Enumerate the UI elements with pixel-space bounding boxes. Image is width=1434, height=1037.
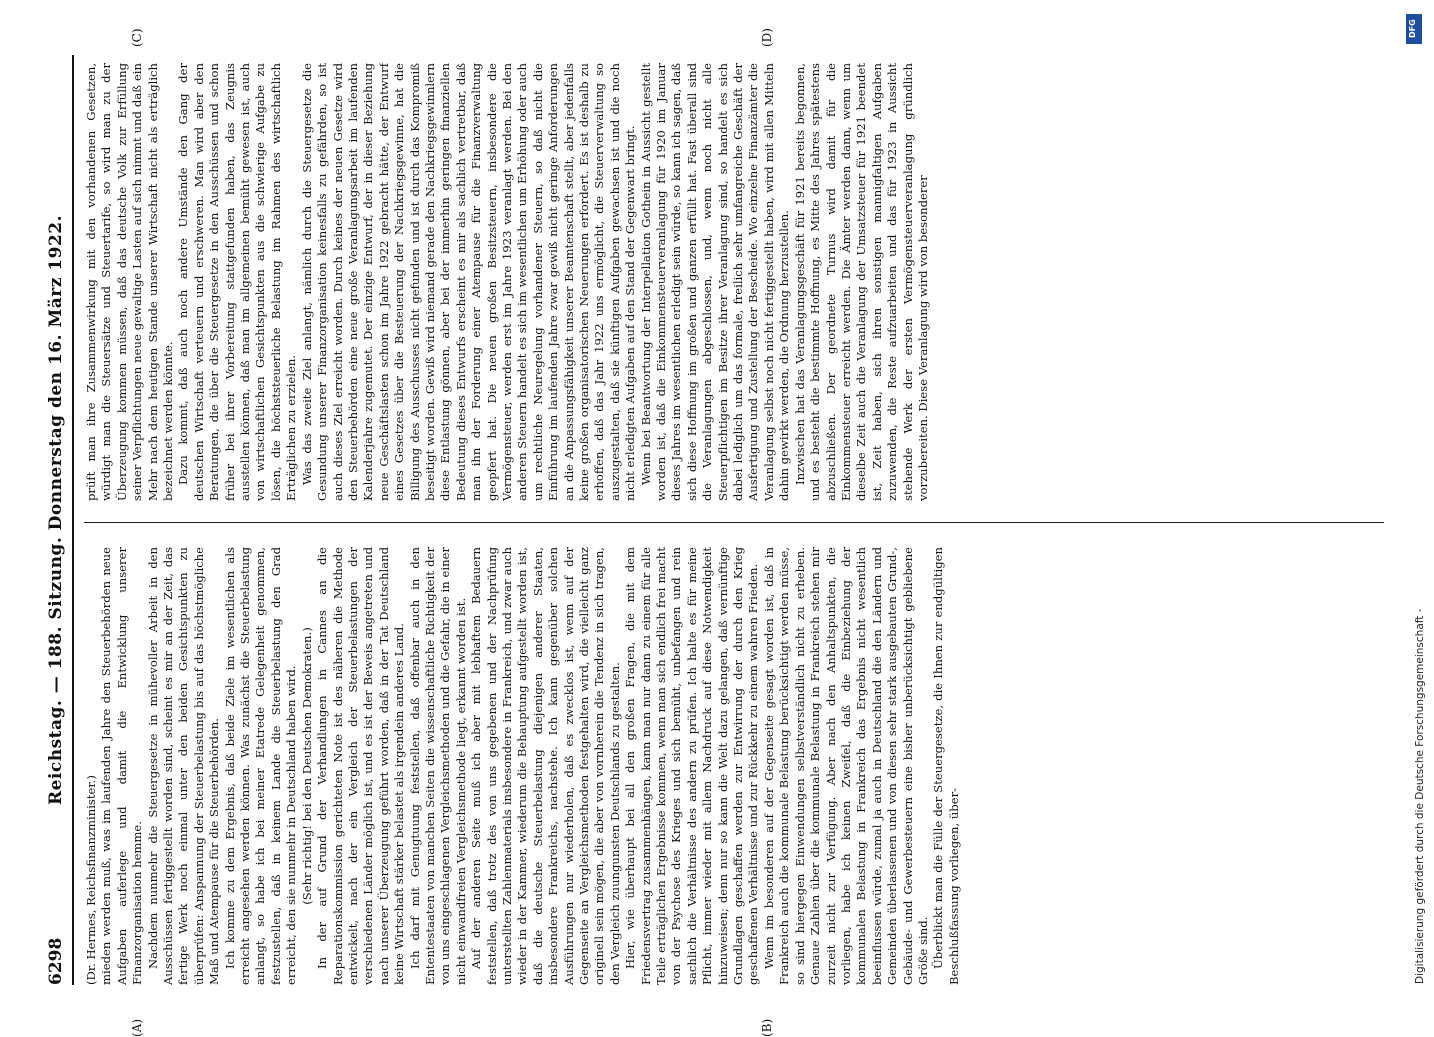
paragraph: Inzwischen hat das Veranlagungsgeschäft für 1921 bereits begonnen, und es besteht die bestimmte Hoffnung, es Mitte des Jahres spätestens abzuschließen. Der geordnete Turnus wird damit für die Einkommensteuer erreicht werden. Die Ämter werden dann, wenn um dieselbe Zeit auch die Veranlagung der Umsatzsteuer für 1921 beendet ist, Zeit haben, sich ihren sonstigen mannigfaltigen Aufgaben zuzuwenden, die Reste aufzuarbeiten und das für 1923 in Aussicht stehende Werk der ersten Vermögensteuerveranlagung gründlich vorzubereiten. Diese Veranlagung wird von besonderer [792,63,930,501]
paragraph: Wenn bei Beantwortung der Interpellation Gothein in Aussicht gestellt worden ist, daß die Einkommensteuerveranlagung für 1920 im Januar dieses Jahres im wesentlichen erledigt sein würde, so kann ich sagen, daß sich diese Hoffnung im großen und ganzen erfüllt hat. Fast überall sind die Veranlagungen abgeschlossen, und, wenn noch nicht alle Steuerpflichtigen im Besitze ihrer Veranlagung sind, so handelt es sich dabei lediglich um das formale, freilich sehr umfangreiche Geschäft der Ausfertigung und Zustellung der Bescheide. Wo einzelne Finanzämter die Veranlagung selbst noch nicht fertiggestellt haben, wird mit allen Mitteln dahin gewirkt werden, die Ordnung herzustellen. [638,63,792,501]
paragraph: Was das zweite Ziel anlangt, nämlich durch die Steuergesetze die Gesundung unserer Finanzorganisation keinesfalls zu gefährden, so ist auch dieses Ziel erreicht worden. Durch keines der neuen Gesetze wird den Steuerbehörden eine neue große Veranlagungsarbeit im laufenden Kalenderjahre zugemutet. Der einzige Entwurf, der in dieser Beziehung neue Geschäftslasten schon im Jahre 1922 gebracht hätte, der Entwurf eines Gesetzes über die Besteuerung der Nachkriegsgewinne, hat die Billigung des Ausschusses nicht gefunden und ist durch das Kompromiß beseitigt worden. Gewiß wird niemand gerade den Nachkriegsgewinnlern diese Entlastung gönnen, aber bei der immerhin geringen finanziellen Bedeutung dieses Entwurfs erscheint es mir als sachlich vertretbar, daß man ihn der Forderung einer Atempause für die Finanzverwaltung geopfert hat. Die neuen großen Besitzsteuern, insbesondere die Vermögensteuer, werden erst im Jahre 1923 veranlagt werden. Bei den anderen Steuern handelt es sich im wesentlichen um Erhöhung oder auch um rechtliche Neuregelung vorhandener Steuern, so daß nicht die Einführung im laufenden Jahre zwar gewiß nicht geringe Anforderungen an die Anpassungsfähigkeit unserer Beamtenschaft stellt, aber jedenfalls keine großen organisatorischen Neuerungen erfordert. Es ist deshalb zu erhoffen, daß das Jahr 1922 uns ermöglicht, die Steuerverwaltung so auszugestalten, daß sie künftigen Aufgaben gewachsen ist und die noch nicht erledigten Aufgaben auf den Stand der Gegenwart bringt. [299,63,638,501]
paragraph: Ich darf mit Genugtuung feststellen, daß offenbar auch in den Ententestaaten von manchen Seiten die wissenschaftliche Richtigkeit der von uns eingeschlagenen Vergleichsmethoden und die Gefahr, die in einer nicht einwandfreien Vergleichsmethode liegt, erkannt worden ist. [407,547,468,985]
margin-marker-b: (B) [760,1018,774,1037]
speaker-line: (Dr. Hermes, Reichsfinanzminister.) [84,775,98,985]
session-title: Reichstag. — 188. Sitzung. Donnerstag den 16. März 1922. [46,214,66,806]
header-rule [72,55,74,985]
paragraph: Dazu kommt, daß auch noch andere Umstände den Gang der deutschen Wirtschaft verteuern und erschweren. Man wird aber den Beratungen, die über die Steuergesetze in den Ausschüssen und schon früher bei ihrer Vorbereitung stattgefunden haben, das Zeugnis ausstellen können, daß man im allgemeinen bemüht gewesen ist, auch von wirtschaftlichen Gesichtspunkten aus die schwierige Aufgabe zu lösen, die höchststeuerliche Belastung im Rahmen des wirtschaftlich Erträglichen zu erzielen. [176,63,299,501]
paragraph: Auf der anderen Seite muß ich aber mit lebhaftem Bedauern feststellen, daß trotz des von uns gegebenen und der Nachprüfung unterstellten Zahlenmaterials insbesondere in Frankreich, und zwar auch wieder in der Kammer, wiederum die Behauptung aufgestellt worden ist, daß die deutsche Steuerbelastung diejenigen anderer Staaten, insbesondere Frankreichs, nachstehe. Ich kann gegenüber solchen Ausführungen nur wiederholen, daß es zwecklos ist, wenn auf der Gegenseite an Vergleichsmethoden festgehalten wird, die vielleicht ganz originell sein mögen, die aber von vornherein die Tendenz in sich tragen, den Vergleich zuungunsten Deutschlands zu gestalten. [469,547,622,985]
digitization-note [1392,8,1432,992]
margin-marker-a: (A) [130,1018,144,1037]
paragraph: Ich komme zu dem Ergebnis, daß beide Ziele im wesentlichen als erreicht angesehen werden können. Was zunächst die Steuerbelastung anlangt, so habe ich bei meiner Etatrede Gelegenheit genommen, festzustellen, daß in keinem Lande die Steuerbelastung den Grad erreicht, den sie nunmehr in Deutschland haben wird. [222,547,299,985]
paragraph: Wenn im besonderen auf der Gegenseite gesagt worden ist, daß in Frankreich auch die kommunale Belastung berücksichtigt werden müsse, so sind hiergegen Einwendungen selbstverständlich nicht zu erheben. Genaue Zahlen über die kommunale Belastung in Frankreich stehen mir zurzeit nicht zur Verfügung. Aber nach den Anhaltspunkten, die vorliegen, habe ich keinen Zweifel, daß die Einbeziehung der kommunalen Belastung in Frankreich das Ergebnis nicht wesentlich beeinflussen würde, zumal ja auch in Deutschland die den Ländern und Gemeinden überlassenen und von diesen sehr stark ausgebauten Grund-, Gebäude- und Gewerbesteuern eine bisher unberücksichtigt gebliebene Größe sind. [761,547,930,985]
paragraph: In der auf Grund der Verhandlungen in Cannes an die Reparationskommission gerichteten Note ist des näheren die Methode entwickelt, nach der ein Vergleich der Steuerbelastungen der verschiedenen Länder möglich ist, und es ist der Beweis angetreten und nach unserer Überzeugung geführt worden, daß in der Tat Deutschland keine Wirtschaft stärker belastet als irgendein anderes Land. [315,547,407,985]
digitization-text: Digitalisierung gefördert durch die Deutsche Forschungsgemeinschaft - [1414,608,1426,984]
paragraph: prüft man ihre Zusammenwirkung mit den vorhandenen Gesetzen, würdigt man die Steuersätze und Steuertarife, so wird man zu der Überzeugung kommen müssen, daß das deutsche Volk zur Erfüllung seiner Verpflichtungen neue gewaltige Lasten auf sich nimmt und daß ein Mehr nach dem heutigen Stande unserer Wirtschaft nicht als erträglich bezeichnet werden könnte. [84,63,176,501]
dfg-logo: DFG [1406,14,1422,44]
paragraph: Hier, wie überhaupt bei all den großen Fragen, die mit dem Friedensvertrag zusammenhängen, kann man nur dann zu einem für alle Teile erträglichen Ergebnisse kommen, wenn man sich endlich frei macht von der Psychose des Krieges und sich bemüht, unbefangen und rein sachlich die Verhältnisse des andern zu prüfen. Ich halte es für meine Pflicht, immer wieder mit allem Nachdruck auf diese Notwendigkeit hinzuweisen; denn nur so kann die Welt dazu gelangen, daß vernünftige Grundlagen geschaffen werden zur Entwirrung der durch den Krieg geschaffenen Verhältnisse und zur Rückkehr zu einem wahren Frieden. [623,547,761,985]
paragraph: mieden werden muß, was im laufenden Jahre den Steuerbehörden neue Aufgaben auferlege und damit die Entwicklung unserer Finanzorganisation hemme. [99,547,145,985]
margin-marker-d: (D) [760,28,774,47]
margin-marker-c: (C) [130,28,144,47]
left-column [84,547,1389,985]
interjection: (Sehr richtig! bei den Deutschen Demokraten.) [299,627,314,905]
right-column [84,63,1389,501]
paragraph: Überblickt man die Fülle der Steuergesetze, die Ihnen zur endgültigen Beschlußfassung vorliegen, über- [931,547,961,985]
column-rule [84,522,1384,523]
page-header [40,55,80,985]
paragraph: Nachdem nunmehr die Steuergesetze in mühevoller Arbeit in den Ausschüssen fertiggestellt worden sind, scheint es mir an der Zeit, das fertige Werk noch einmal unter den beiden Gesichtspunkten zu überprüfen: Anspannung der Steuerbelastung bis auf das höchstmögliche Maß und Atempause für die Steuerbehörden. [145,547,222,985]
page-number: 6298 [46,937,66,985]
rotated-page [40,28,1395,1037]
